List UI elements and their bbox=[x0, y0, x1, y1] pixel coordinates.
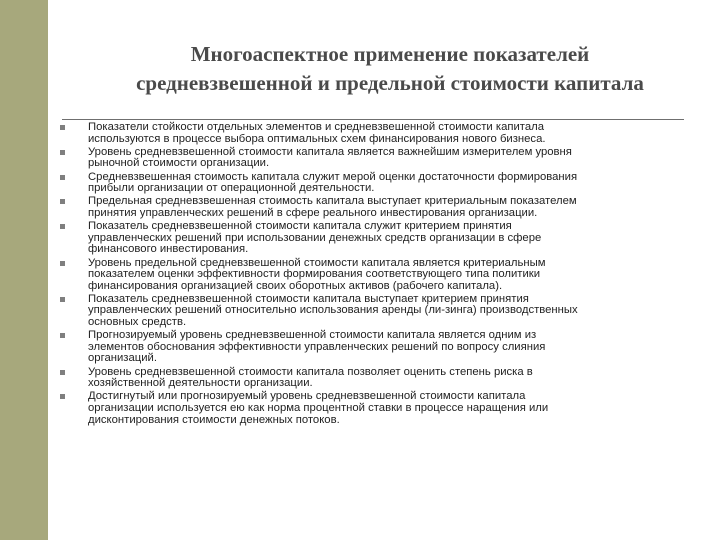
bullet-item bbox=[58, 172, 708, 195]
bullet-item bbox=[58, 147, 708, 170]
bullet-line: организаций. bbox=[88, 352, 157, 365]
square-bullet-icon bbox=[60, 199, 65, 204]
bullet-item bbox=[58, 367, 708, 390]
bullet-line: финансирования организацией своих оборотных активов (рабочего капитала). bbox=[88, 279, 503, 292]
bullet-line: Уровень средневзвешенной стоимости капитала позволяет оценить степень риска в bbox=[88, 365, 533, 378]
bullet-line: используются в процессе выбора оптимальных схем финансирования нового бизнеса. bbox=[88, 132, 546, 145]
bullet-line: Достигнутый или прогнозируемый уровень средневзвешенной стоимости капитала bbox=[88, 390, 526, 403]
bullet-line: Уровень средневзвешенной стоимости капитала является важнейшим измерителем уровня bbox=[88, 145, 572, 158]
bullet-item bbox=[58, 391, 708, 426]
bullet-line: Средневзвешенная стоимость капитала служит мерой оценки достаточности формирования bbox=[88, 170, 578, 183]
bullet-item bbox=[58, 330, 708, 365]
bullet-line: организации используется ею как норма процентной ставки в процессе наращения или bbox=[88, 402, 549, 414]
square-bullet-icon bbox=[60, 224, 65, 229]
bullet-line: принятия управленческих решений в сфере реального инвестирования организации. bbox=[88, 206, 538, 219]
title-divider bbox=[62, 119, 684, 120]
bullet-line: дисконтирования стоимости денежных потоков. bbox=[88, 413, 340, 426]
bullet-line: Показатель средневзвешенной стоимости капитала служит критерием принятия bbox=[88, 220, 512, 233]
bullet-item bbox=[58, 122, 708, 145]
square-bullet-icon bbox=[60, 333, 65, 338]
square-bullet-icon bbox=[60, 394, 65, 399]
bullet-line: Показатели стойкости отдельных элементов и средневзвешенной стоимости капитала bbox=[88, 121, 544, 133]
bullet-item bbox=[58, 196, 708, 219]
square-bullet-icon bbox=[60, 125, 65, 130]
square-bullet-icon bbox=[60, 175, 65, 180]
square-bullet-icon bbox=[60, 150, 65, 155]
bullet-line: управленческих решений при использовании денежных средств организации в сфере bbox=[88, 231, 542, 244]
bullet-line: управленческих решений относительно использования аренды (ли-зинга) производственных bbox=[88, 304, 578, 317]
bullet-line: Показатель средневзвешенной стоимости капитала выступает критерием принятия bbox=[88, 292, 529, 305]
left-accent-band bbox=[0, 0, 48, 540]
bullet-line: прибыли организации от операционной деятельности. bbox=[88, 182, 375, 195]
bullet-line: показателем оценки эффективности формирования соответствующего типа политики bbox=[88, 268, 541, 281]
bullet-line: основных средств. bbox=[88, 316, 187, 329]
bullet-list bbox=[58, 122, 708, 428]
title-line-1: Многоаспектное применение показателей bbox=[190, 42, 590, 66]
slide-title bbox=[70, 40, 710, 98]
bullet-line: Прогнозируемый уровень средневзвешенной стоимости капитала является одним из bbox=[88, 329, 537, 342]
bullet-line: хозяйственной деятельности организации. bbox=[88, 377, 313, 390]
square-bullet-icon bbox=[60, 370, 65, 375]
bullet-item bbox=[58, 258, 708, 293]
bullet-line: элементов обоснования эффективности управленческих решений по вопросу слияния bbox=[88, 340, 546, 353]
square-bullet-icon bbox=[60, 261, 65, 266]
bullet-line: Предельная средневзвешенная стоимость капитала выступает критериальным показателем bbox=[88, 195, 577, 208]
bullet-item bbox=[58, 294, 708, 329]
bullet-item bbox=[58, 221, 708, 256]
bullet-line: рыночной стоимости организации. bbox=[88, 157, 270, 170]
bullet-line: финансового инвестирования. bbox=[88, 243, 249, 256]
title-line-2: средневзвешенной и предельной стоимости капитала bbox=[136, 71, 644, 95]
square-bullet-icon bbox=[60, 297, 65, 302]
bullet-line: Уровень предельной средневзвешенной стоимости капитала является критериальным bbox=[88, 256, 546, 269]
